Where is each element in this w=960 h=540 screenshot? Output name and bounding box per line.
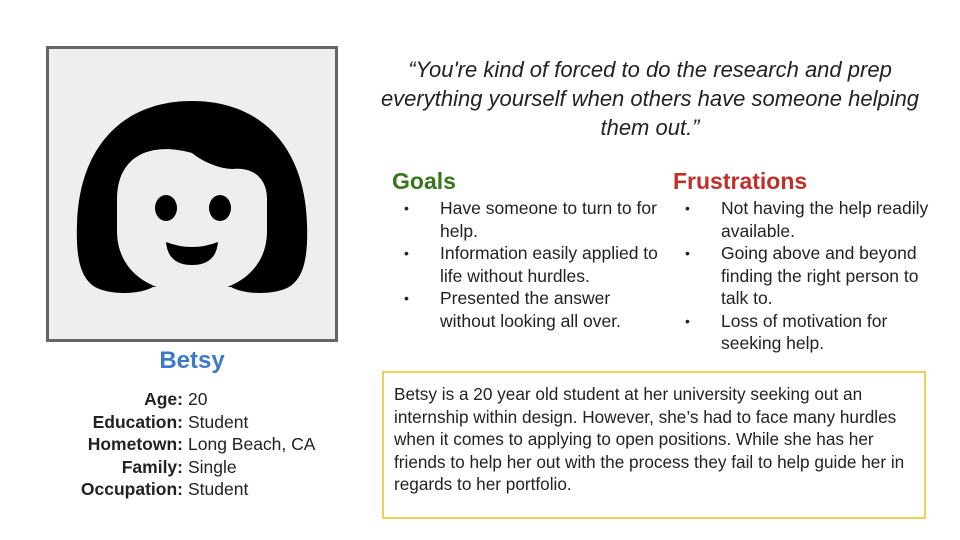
detail-education [40, 411, 360, 434]
detail-age [40, 388, 360, 411]
frustration-text: Loss of motivation for seeking help. [721, 310, 888, 353]
goals-heading: Goals [392, 168, 456, 194]
list-item [673, 242, 943, 310]
detail-label: Occupation: [80, 479, 183, 500]
goals-list [392, 197, 662, 332]
frustration-text: Going above and beyond finding the right person to talk to. [721, 243, 919, 308]
goal-text: Have someone to turn to for help. [440, 198, 657, 241]
frustrations-list [673, 197, 943, 355]
detail-value: Student [188, 411, 249, 432]
goal-text: Information easily applied to life without hurdles. [440, 243, 658, 286]
girl-face-icon [49, 49, 335, 339]
detail-family [40, 456, 360, 479]
detail-hometown [40, 433, 360, 456]
bullet-icon: • [685, 312, 690, 329]
list-item [392, 197, 662, 242]
detail-value: Long Beach, CA [188, 434, 316, 455]
list-item [392, 242, 662, 287]
list-item [673, 310, 943, 355]
frustrations-heading: Frustrations [673, 168, 808, 194]
list-item [673, 197, 943, 242]
persona-name: Betsy [159, 347, 225, 374]
detail-value: 20 [188, 389, 208, 409]
goal-text: Presented the answer without looking all over. [440, 288, 621, 331]
bullet-icon: • [685, 245, 690, 261]
detail-label: Education: [92, 411, 183, 432]
bullet-icon: • [404, 200, 409, 216]
frustration-text: Not having the help readily available. [721, 198, 929, 241]
bullet-icon: • [404, 245, 409, 261]
list-item [392, 287, 662, 332]
bullet-icon: • [404, 290, 409, 306]
detail-label: Hometown: [87, 434, 183, 455]
persona-avatar [46, 46, 338, 342]
persona-details [40, 388, 360, 501]
persona-quote: “You're kind of forced to do the research and prep everything yourself when others have someone helping them out.” [380, 57, 920, 140]
detail-value: Student [188, 479, 249, 500]
persona-bio: Betsy is a 20 year old student at her university seeking out an internship within design. However, she’s had to face many hurdles when it comes to applying to open positions. While she has her friends to help her out with the process they fail to help guide her in regards to her portfolio. [382, 371, 926, 519]
detail-label: Family: [121, 456, 183, 477]
bullet-icon: • [685, 200, 690, 216]
detail-occupation [40, 478, 360, 501]
detail-label: Age: [144, 389, 183, 409]
detail-value: Single [188, 456, 237, 477]
